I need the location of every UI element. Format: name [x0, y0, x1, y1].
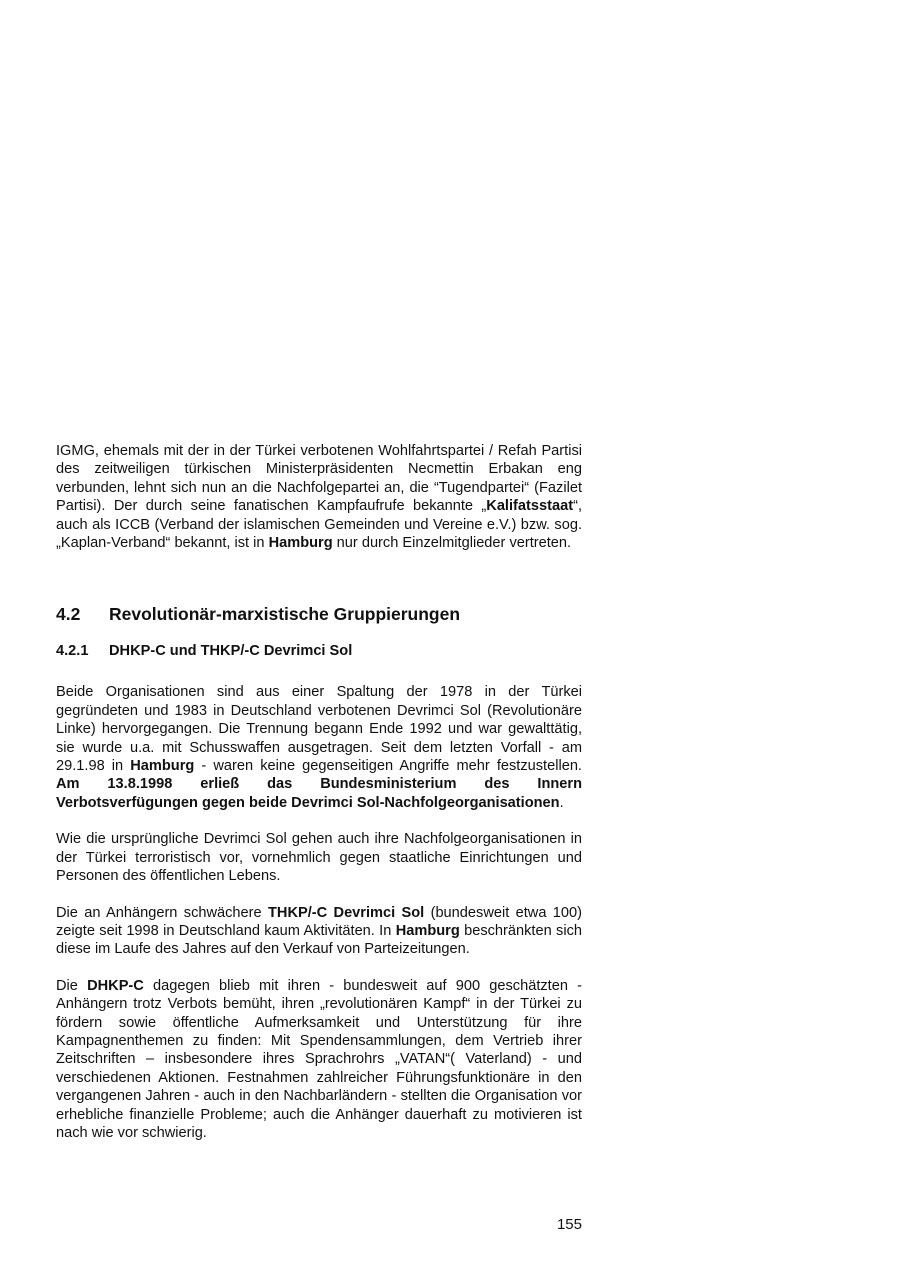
p1-text-3: .: [559, 794, 564, 811]
section-heading: [56, 603, 582, 625]
intro-text-3: nur durch Einzelmitglieder vertreten.: [332, 535, 572, 552]
p4-text-1: Die: [56, 977, 88, 994]
paragraph-3: [56, 904, 582, 959]
section-number: 4.2: [56, 604, 81, 625]
page-number: 155: [556, 1216, 582, 1233]
paragraph-2: Wie die ursprüngliche Devrimci Sol gehen auch ihre Nachfolgeorganisationen in der Türkei terroristisch vor, vornehmlich gegen staatliche Einrichtungen und Personen des öffentlichen Lebens.: [56, 831, 582, 885]
p3-text-1: Die an Anhängern schwächere: [56, 904, 268, 921]
intro-bold-kalifatsstaat: Kalifatsstaat: [486, 498, 574, 515]
intro-text-2: “, auch als ICCB (Verband der islamischen Gemeinden und Vereine e.V.) bzw. sog. „Kaplan-Verband“ bekannt, ist in: [56, 498, 582, 552]
subsection-heading: [56, 641, 582, 661]
p3-bold-hamburg: Hamburg: [395, 922, 460, 939]
p3-text-3: beschränkten sich diese im Laufe des Jahres auf den Verkauf von Parteizeitungen.: [56, 922, 582, 958]
section-title: Revolutionär-marxistische Gruppierungen: [109, 604, 461, 625]
subsection-title: DHKP-C und THKP/-C Devrimci Sol: [109, 643, 353, 660]
p3-bold-thkp: THKP/-C Devrimci Sol: [268, 904, 425, 921]
p1-bold-verbot: Am 13.8.1998 erließ das Bundesministerium des Innern Verbotsverfügungen gegen beide Devrimci Sol-Nachfolgeorganisationen: [56, 776, 582, 811]
p4-bold-dhkp: DHKP-C: [87, 977, 144, 994]
page-body: [56, 442, 582, 1142]
p1-text-2: - waren keine gegenseitigen Angriffe mehr festzustellen.: [194, 758, 582, 775]
p3-text-2: (bundesweit etwa 100) zeigte seit 1998 in Deutschland kaum Aktivitäten. In: [56, 904, 582, 939]
intro-paragraph: [56, 442, 582, 552]
intro-bold-hamburg: Hamburg: [268, 535, 333, 552]
intro-text-1: IGMG, ehemals mit der in der Türkei verbotenen Wohlfahrtspartei / Refah Partisi des zeitweiligen türkischen Ministerpräsidenten Necmettin Erbakan eng verbunden, lehnt sich nun an die Nachfolgepartei an, die “Tugendpartei“ (Fazilet Partisi). Der durch seine fanatischen Kampfaufrufe bekannte „: [56, 443, 582, 515]
p4-text-2: dagegen blieb mit ihren - bundesweit auf 900 geschätzten - Anhängern trotz Verbots bemüht, ihren „revolutionären Kampf“ in der Türkei zu fördern sowie öffentliche Aufmerksamkeit und Unterstützung für ihre Kampagnenthemen zu finden: Mit Spendensammlungen, dem Vertrieb ihrer Zeitschriften – insbesondere ihres Sprachrohrs „VATAN“( Vaterland) - und verschiedenen Aktionen. Festnahmen zahlreicher Führungsfunktionäre in den vergangenen Jahren - auch in den Nachbarländern - stellten die Organisation vor erhebliche finanzielle Probleme; auch die Anhänger dauerhaft zu motivieren ist nach wie vor schwierig.: [56, 977, 583, 1141]
p1-bold-hamburg: Hamburg: [130, 758, 195, 775]
paragraph-1: [56, 683, 582, 812]
paragraph-4: [56, 977, 582, 1143]
subsection-number: 4.2.1: [56, 643, 89, 660]
p1-text-1: Beide Organisationen sind aus einer Spaltung der 1978 in der Türkei gegründeten und 1983 in Deutschland verbotenen Devrimci Sol (Revolutionäre Linke) hervorgegangen. Die Trennung begann Ende 1992 und war gewalttätig, sie wurde u.a. mit Schusswaffen ausgetragen. Seit dem letzten Vorfall - am 29.1.98 in: [56, 684, 582, 775]
